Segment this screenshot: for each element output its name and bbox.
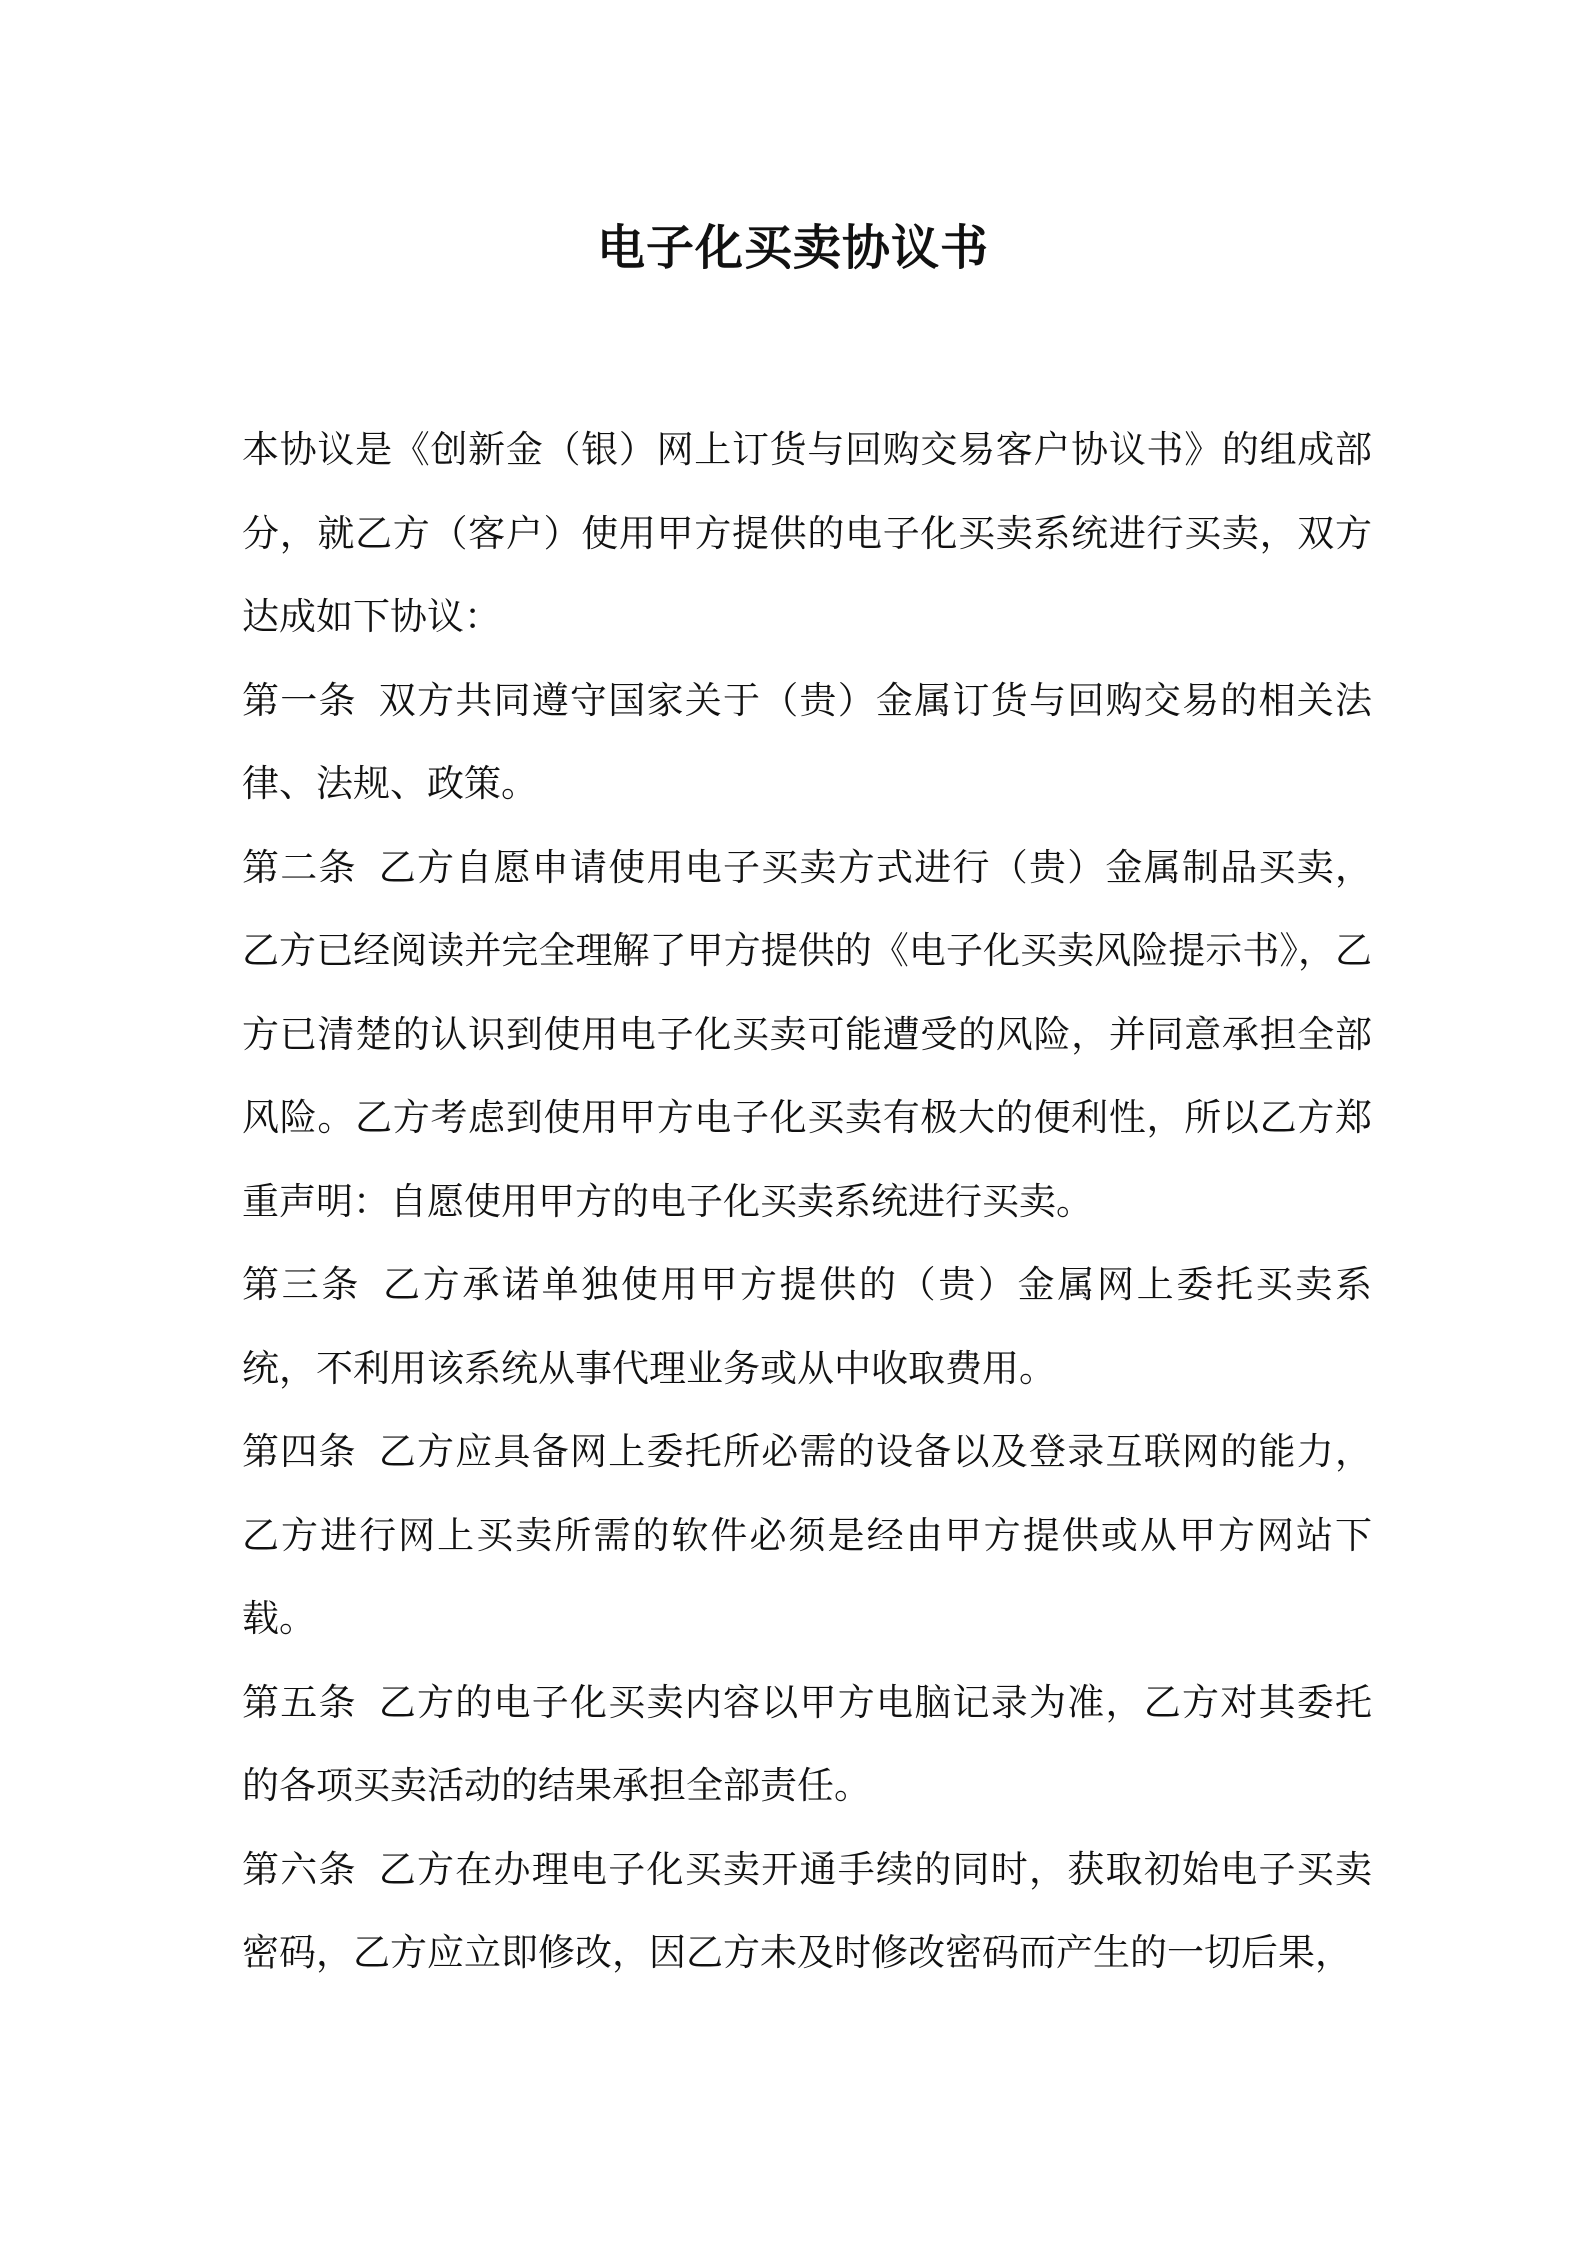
article-2-heading: 第二条 <box>242 845 357 889</box>
intro-paragraph: 本协议是《创新金（银）网上订货与回购交易客户协议书》的组成部分，就乙方（客户）使用甲方提供的电子化买卖系统进行买卖，双方达成如下协议： <box>242 428 1372 638</box>
article-2 <box>242 826 1372 1244</box>
article-5-text: 乙方的电子化买卖内容以甲方电脑记录为准，乙方对其委托的各项买卖活动的结果承担全部责任。 <box>242 1680 1372 1807</box>
article-4-text: 乙方应具备网上委托所必需的设备以及登录互联网的能力，乙方进行网上买卖所需的软件必须是经由甲方提供或从甲方网站下载。 <box>242 1430 1372 1640</box>
article-5-heading: 第五条 <box>242 1680 357 1724</box>
article-1 <box>242 659 1372 826</box>
article-3 <box>242 1243 1372 1410</box>
article-6-text: 乙方在办理电子化买卖开通手续的同时，获取初始电子买卖密码，乙方应立即修改，因乙方未及时修改密码而产生的一切后果， <box>242 1847 1372 1974</box>
article-5 <box>242 1661 1372 1828</box>
article-6-heading: 第六条 <box>242 1847 357 1891</box>
document-title: 电子化买卖协议书 <box>596 220 989 276</box>
article-4 <box>242 1410 1372 1661</box>
article-3-heading: 第三条 <box>242 1263 361 1306</box>
article-2-text: 乙方自愿申请使用电子买卖方式进行（贵）金属制品买卖，乙方已经阅读并完全理解了甲方提供的《电子化买卖风险提示书》，乙方已清楚的认识到使用电子化买卖可能遭受的风险，并同意承担全部风险。乙方考虑到使用甲方电子化买卖有极大的便利性，所以乙方郑重声明：自愿使用甲方的电子化买卖系统进行买卖。 <box>242 845 1372 1223</box>
document-body <box>242 408 1372 1995</box>
article-4-heading: 第四条 <box>242 1430 357 1473</box>
article-1-text: 双方共同遵守国家关于（贵）金属订货与回购交易的相关法律、法规、政策。 <box>242 678 1372 805</box>
article-3-text: 乙方承诺单独使用甲方提供的（贵）金属网上委托买卖系统，不利用该系统从事代理业务或从中收取费用。 <box>242 1263 1372 1390</box>
article-6 <box>242 1828 1372 1995</box>
article-1-heading: 第一条 <box>242 678 357 722</box>
